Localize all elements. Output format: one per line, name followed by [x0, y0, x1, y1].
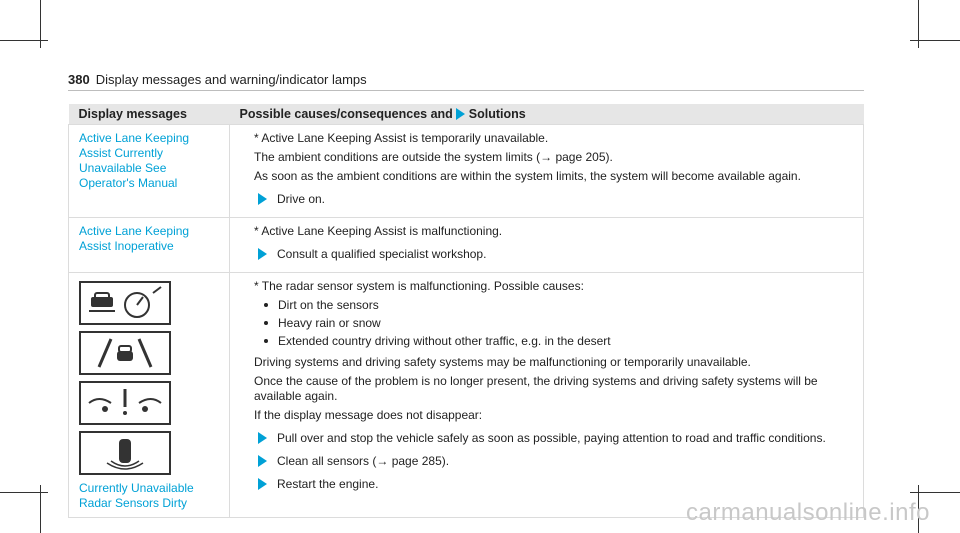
- solution-step: Consult a qualified specialist workshop.: [254, 247, 853, 262]
- solution-arrow-icon: [258, 455, 267, 467]
- solution-arrow-icon: [456, 108, 465, 120]
- solution-arrow-icon: [258, 432, 267, 444]
- column-header-messages: Display messages: [69, 104, 230, 125]
- causes-cell: * The radar sensor system is malfunctioning. Possible causes: Dirt on the sensors Heavy rain or snow Extended country driving without other traffic, e.g. in the desert Driving systems and driving safety systems may be malfunctioning or temporarily unavailable. Once the cause of the problem is no longer present, the driving systems and driving safety systems will be available again. If the display message does not disappear: Pull over and stop the vehicle safely as soon as possible, paying attention to road and traffic conditions. Clean all sensors (→ page 285). Restart the engine.: [230, 273, 864, 518]
- table-header-row: [69, 104, 864, 125]
- list-item: Dirt on the sensors: [264, 298, 853, 313]
- causes-list: [264, 298, 853, 349]
- solution-step: Clean all sensors (→ page 285).: [254, 454, 853, 469]
- solution-arrow-icon: [258, 248, 267, 260]
- page-title: Display messages and warning/indicator lamps: [95, 72, 367, 87]
- list-item: Heavy rain or snow: [264, 316, 853, 331]
- causes-cell: * Active Lane Keeping Assist is temporarily unavailable. The ambient conditions are outside the system limits (→ page 205). As soon as the ambient conditions are within the system limits, the system will become available again. Drive on.: [230, 125, 864, 218]
- crop-mark: [0, 492, 48, 493]
- table-row: [69, 125, 864, 218]
- page-number: 380: [68, 72, 90, 87]
- solution-arrow-icon: [258, 193, 267, 205]
- table-row: [69, 218, 864, 273]
- parking-sensor-icon: [79, 431, 171, 475]
- crop-mark: [0, 40, 48, 41]
- causes-cell: * Active Lane Keeping Assist is malfunctioning. Consult a qualified specialist workshop.: [230, 218, 864, 273]
- solution-arrow-icon: [258, 478, 267, 490]
- solution-step: Restart the engine.: [254, 477, 853, 492]
- messages-table: [68, 104, 864, 518]
- list-item: Extended country driving without other traffic, e.g. in the desert: [264, 334, 853, 349]
- table-row: [69, 273, 864, 518]
- display-message-with-icons: [69, 273, 230, 518]
- watermark: carmanualsonline.info: [686, 499, 930, 526]
- brake-assist-icon: [79, 381, 171, 425]
- crop-mark: [910, 492, 960, 493]
- display-message: Currently Unavailable Radar Sensors Dirty: [79, 481, 194, 510]
- crop-mark: [910, 40, 960, 41]
- header-divider: [68, 90, 864, 91]
- lane-car-icon: [79, 331, 171, 375]
- distance-assist-icon: [79, 281, 171, 325]
- page-header: [68, 72, 367, 87]
- display-message: Active Lane Keeping Assist Currently Unavailable See Operator's Manual: [69, 125, 230, 218]
- column-header-causes: Possible causes/consequences and Solutions: [230, 104, 864, 125]
- solution-step: Pull over and stop the vehicle safely as soon as possible, paying attention to road and traffic conditions.: [254, 431, 853, 446]
- display-message: Active Lane Keeping Assist Inoperative: [69, 218, 230, 273]
- solution-step: Drive on.: [254, 192, 853, 207]
